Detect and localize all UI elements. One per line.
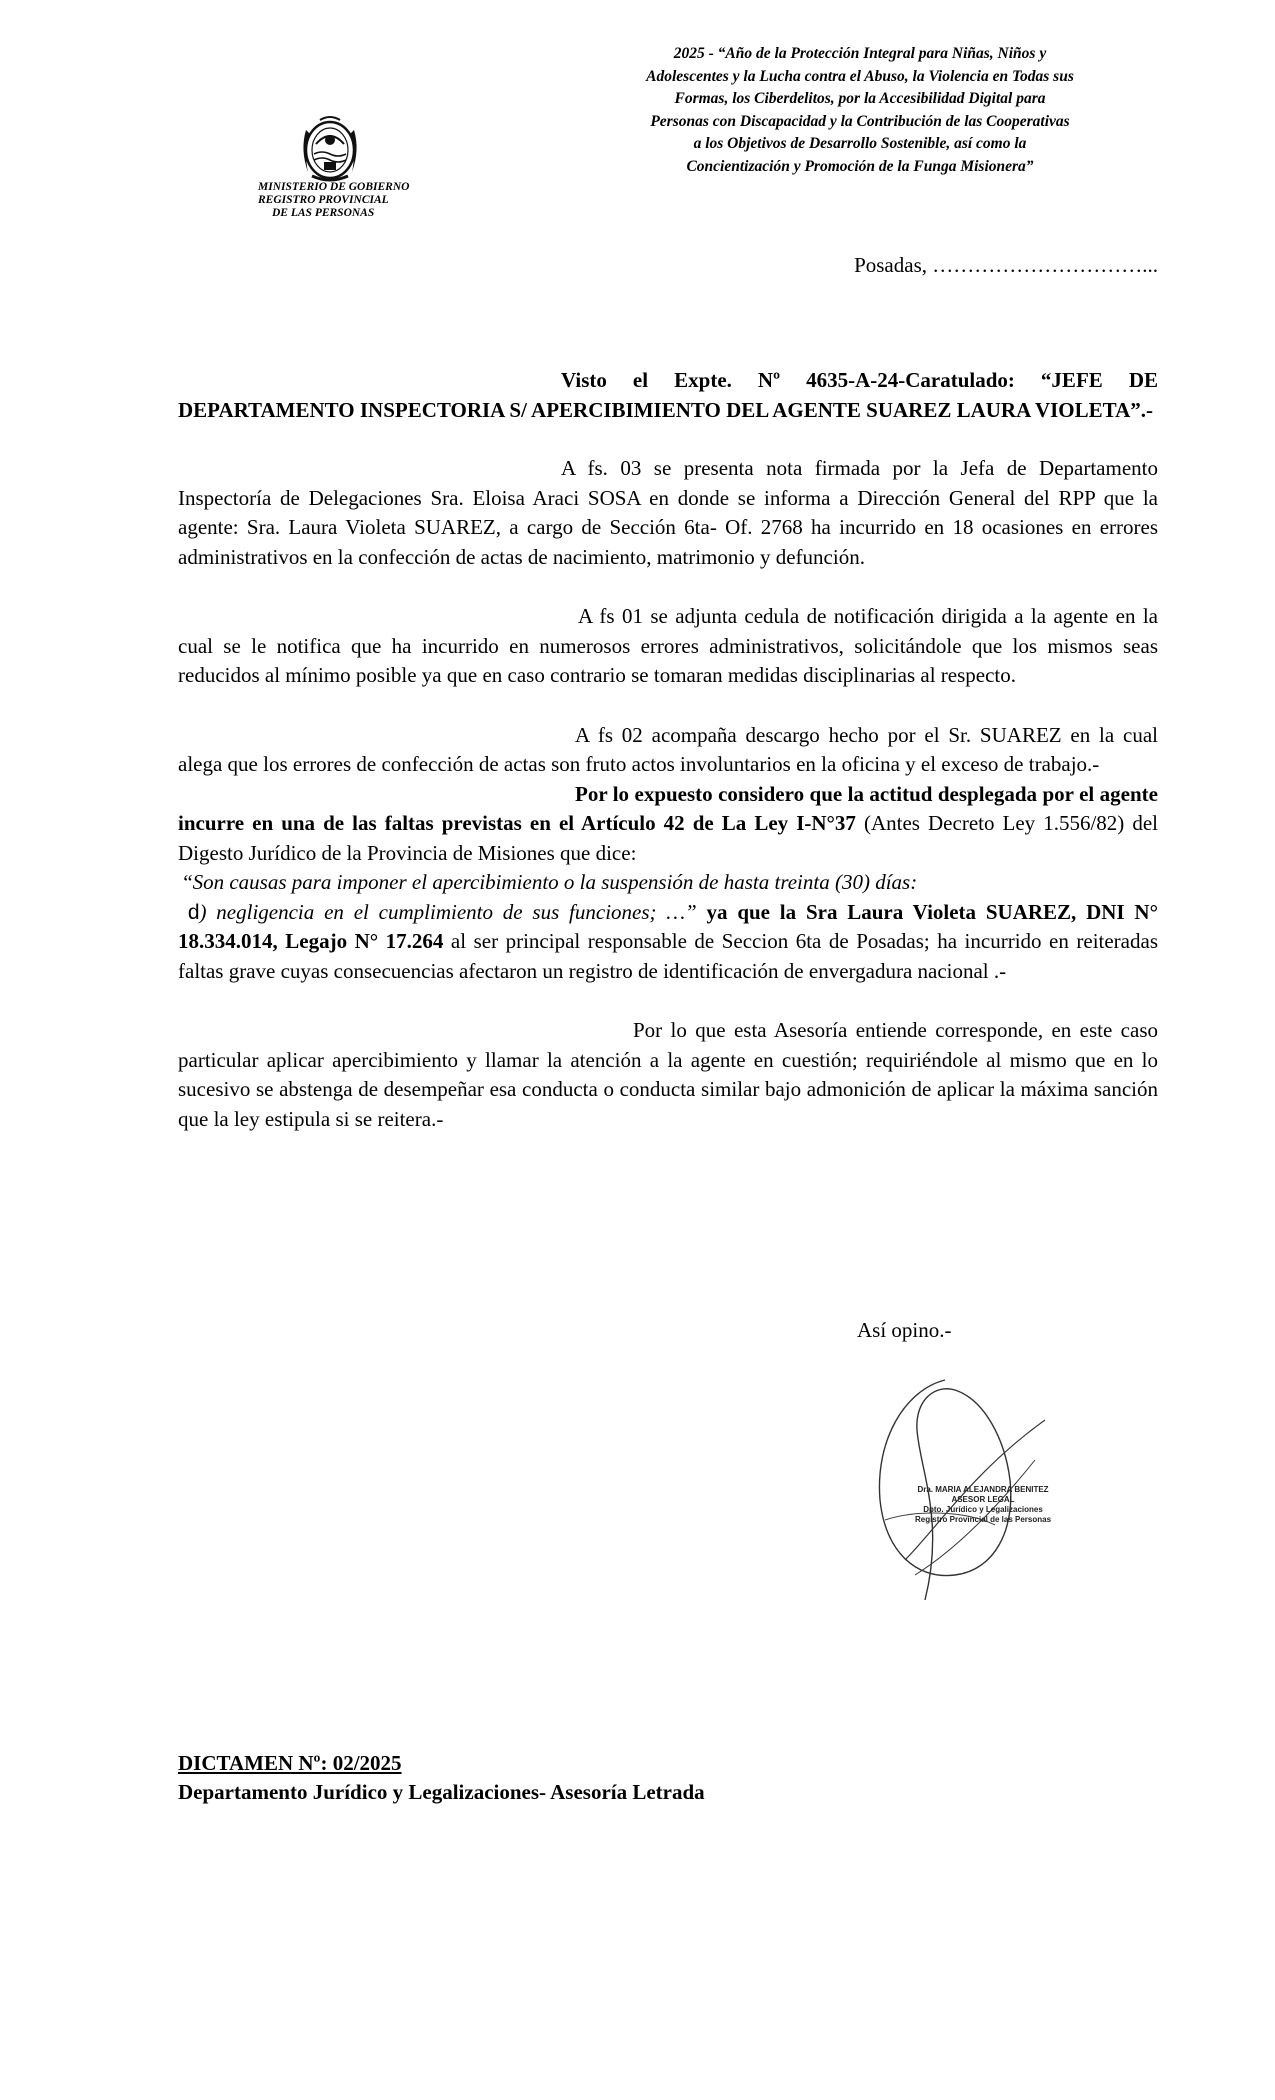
provincial-coat-of-arms-logo [290,110,370,186]
dictamen-number: DICTAMEN Nº: 02/2025 [178,1751,402,1775]
motto-line: Adolescentes y la Lucha contra el Abuso, la Violencia en Todas sus [646,67,1074,85]
quote-item-letter: d [187,900,200,924]
conclusion-consequences: al ser principal responsable de Seccion 6ta de Posadas; ha incurrido en reiteradas faltas grave cuyas consecuencias afectaron un registro de identificación de envergadura nacional .- [178,929,1158,983]
registry-line: DE LAS PERSONAS [272,207,375,219]
paragraph-conclusion [178,780,1158,987]
stamp-name: Dra. MARIA ALEJANDRA BENITEZ [917,1485,1049,1494]
stamp-department: Dpto. Jurídico y Legalizaciones [923,1505,1043,1514]
agent-identification: ya que la Sra Laura Violeta SUAREZ, DNI N° 18.334.014, Legajo N° 17.264 [178,899,1158,953]
motto-line: Concientización y Promoción de la Funga Misionera” [686,157,1034,175]
law-quote: Son causas para imponer el apercibimiento o la suspensión de hasta treinta (30) días: [192,870,918,894]
legal-advisor-stamp [898,1485,1068,1525]
quote-item-text: ) negligencia en el cumplimiento de sus funciones [199,899,650,924]
quote-item-tail: ; …” [649,899,697,924]
motto-line: 2025 - “Año de la Protección Integral para Niñas, Niños y [673,45,1047,62]
year-motto [560,43,1160,178]
conclusion-bold-intro: Por lo expuesto considero que la actitud desplegada por el agente incurre en una de las faltas previstas en el Artículo 42 de La Ley I-N°37 [178,781,1158,835]
motto-line: Personas con Discapacidad y la Contribución de las Cooperativas [650,112,1070,130]
stamp-organization: Registro Provincial de las Personas [914,1515,1052,1524]
stamp-title: ASESOR LEGAL [951,1495,1015,1504]
document-body [178,366,1158,1134]
quote-open: “ [183,870,193,894]
motto-line: Formas, los Ciberdelitos, por la Accesibilidad Digital para [674,90,1046,107]
ministry-header [258,181,458,220]
paragraph-fs02: A fs 02 acompaña descargo hecho por el Sr. SUAREZ en la cual alega que los errores de confección de actas son fruto actos involuntarios en la oficina y el exceso de trabajo.- [178,722,1158,776]
paragraph-fs03: A fs. 03 se presenta nota firmada por la Jefa de Departamento Inspectoría de Delegaciones Sra. Eloisa Araci SOSA en donde se informa a Dirección General del RPP que la agente: Sra. Laura Violeta SUAREZ, a cargo de Sección 6ta- Of. 2768 ha incurrido en 18 ocasiones en errores administrativos en la confección de actas de nacimiento, matrimonio y defunción. [178,456,1158,569]
closing-phrase: Así opino.- [857,1318,952,1342]
registry-line: REGISTRO PROVINCIAL [258,194,389,206]
conclusion-law-reference: (Antes Decreto Ley 1.556/82) del Digesto Jurídico de la Provincia de Misiones que dice: [178,811,1158,865]
motto-line: a los Objetivos de Desarrollo Sostenible, así como la [693,135,1027,152]
ministry-line: MINISTERIO DE GOBIERNO [258,181,410,193]
visto-paragraph: Visto el Expte. Nº 4635-A-24-Caratulado: “JEFE DE DEPARTAMENTO INSPECTORIA S/ APERCIBIMIENTO DEL AGENTE SUAREZ LAURA VIOLETA”.- [178,368,1158,422]
issuing-department: Departamento Jurídico y Legalizaciones- Asesoría Letrada [178,1780,705,1804]
paragraph-fs01: A fs 01 se adjunta cedula de notificación dirigida a la agente en la cual se le notifica que ha incurrido en numerosos errores administrativos, solicitándole que los mismos seas reducidos al mínimo posible ya que en caso contrario se tomaran medidas disciplinarias al respecto. [178,604,1158,687]
paragraph-resolution: Por lo que esta Asesoría entiende corresponde, en este caso particular aplicar apercibimiento y llamar la atención a la agente en cuestión; requiriéndole al mismo que en lo sucesivo se abstenga de desempeñar esa conducta o conducta similar bajo admonición de aplicar la máxima sanción que la ley estipula si se reitera.- [178,1018,1158,1131]
place-date: Posadas, …………………………... [854,253,1158,277]
document-footer [178,1749,705,1807]
